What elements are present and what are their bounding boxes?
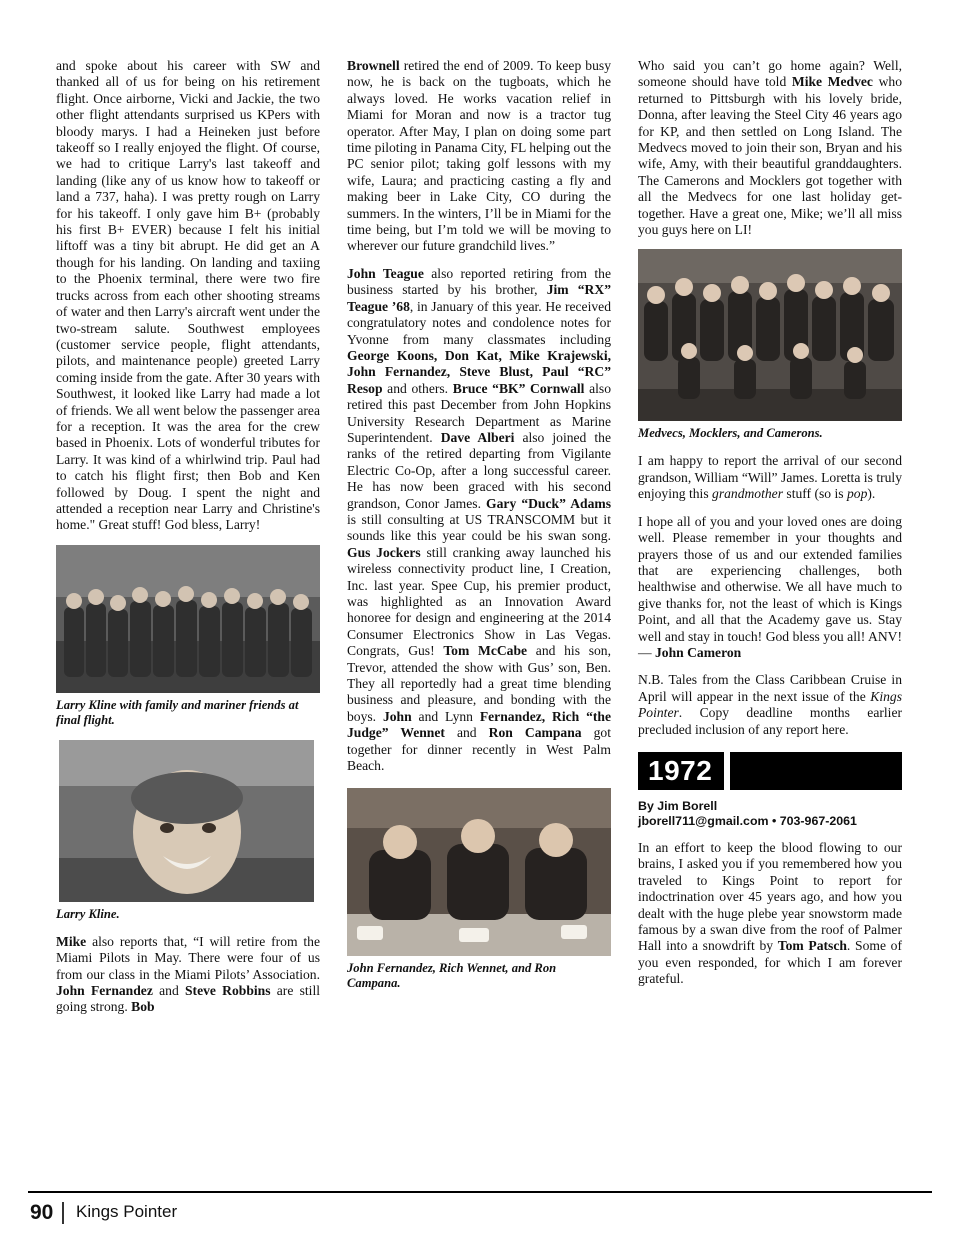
name-bob: Bob bbox=[131, 999, 155, 1015]
paragraph-medvec: Who said you can’t go home again? Well, someone should have told Mike Medvec who returned to Pittsburgh with his lovely bride, Donna, after leaving the Steel City 46 years ago for KP, and then settled on Long Island. The Medvecs moved to join their son, Bryan and his wife, Amy, with their beautiful granddaughters. The Camerons and Mocklers got together with all the Medvecs for one last holiday get-together. Have a great one, Mike; we’ll all miss you guys here on LI! bbox=[638, 58, 902, 238]
name-john-cameron: John Cameron bbox=[655, 644, 742, 660]
column-right bbox=[638, 58, 902, 1168]
paragraph-1972-intro: In an effort to keep the blood flowing to our brains, I asked you if you remembered how you traveled to Kings Point to report for indoctrination over 45 years ago, and how you dealt with the huge plebe year snowstorm made famous by a swan dive from the roof of Palmer Hall into a snowdrift by Tom Patsch. Some of you even responded, for which I am forever grateful. bbox=[638, 839, 902, 987]
footer-rule bbox=[28, 1191, 932, 1193]
column-left bbox=[56, 58, 320, 1168]
name-brownell: Brownell bbox=[347, 58, 400, 73]
class-year-band bbox=[638, 752, 902, 790]
caption-larry-kline-portrait: Larry Kline. bbox=[56, 906, 120, 921]
photo-dinner-group bbox=[347, 788, 611, 956]
byline-contact[interactable]: jborell711@gmail.com • 703-967-2061 bbox=[638, 814, 857, 829]
paragraph-brownell: Brownell retired the end of 2009. To keep busy now, he is back on the tugboats, which he always loved. He works vacation relief in Miami for Moran and now is a tractor tug operator. After May, I plan on doing some part time piloting in Panama City, FL helping out the PC senior pilot; taking golf lessons with my wife, Laura; and practicing casting a fly and making beer in Lake City, CO during the summers. In the winters, I’ll be in Miami for the time being, but I’m told we will be moving to wherever our future grandchild lives.” bbox=[347, 58, 611, 254]
name-gus-jockers: Gus Jockers bbox=[347, 544, 421, 560]
photo-larry-kline-portrait bbox=[59, 740, 314, 902]
paragraph-mike-retire: Mike also reports that, “I will retire from the Miami Pilots in May. There were four of us from our class in the Miami Pilots’ Association. John Fernandez and Steve Robbins are still going strong. Bob bbox=[56, 933, 320, 1015]
photo-figures bbox=[56, 545, 320, 693]
paragraph-left-continuation: and spoke about his career with SW and thanked all of us for being on his retirement flight. Once airborne, Vicki and Jackie, the two other flight attendants surprised us KPers with bloody marys. I had a Heineken just before takeoff so I really enjoyed the flight. Of course, we had to critique Larry's last takeoff and landing (like any of us know how to takeoff or land a 737, haha). I was pretty rough on Larry for his takeoff. I only gave him B+ (probably his first B+ EVER) because I felt his initial liftoff was a tiny bit abrupt. He did get an A though for his landing. On landing and taxiing to the Phoenix terminal, there were two fire trucks across from each other shooting streams of water and then Larry's aircraft went under the two-stream salute. Southwest employees (customer service people, flight attendants, pilots, and maintenance people) greeted Larry coming inside from the gate. After 30 years with Southwest, it looked like Larry had made a lot of friends. We all went below the passenger area for a reception. It was the area for the crew based in Phoenix. Lots of wonderful tributes for Larry. It was kind of a whirlwind trip. Paul had to catch his flight first; then Bob and Ken followed by Doug. I spent the night and attended a reception near Larry and Christine's home." Great stuff! God bless, Larry! bbox=[56, 58, 320, 533]
italic-kings-pointer: Kings Pointer bbox=[638, 688, 902, 721]
caption-dinner-group: John Fernandez, Rich Wennet, and Ron Campana. bbox=[347, 961, 557, 991]
column-middle bbox=[347, 58, 611, 1168]
class-correspondent-byline bbox=[638, 799, 902, 830]
name-mike: Mike bbox=[56, 933, 87, 949]
photo-figures-dinner bbox=[347, 788, 611, 956]
name-john: John bbox=[382, 708, 412, 724]
name-bruce-cornwall: Bruce “BK” Cornwall bbox=[452, 380, 585, 396]
paragraph-john-teague: John Teague also reported retiring from the business started by his brother, Jim “RX” Teague ’68, in January of this year. He received congratulatory notes and condolence notes for Yvonne from many classmates including George Koons, Don Kat, Mike Krajewski, John Fernandez, Steve Blust, Paul “RC” Resop and others. Bruce “BK” Cornwall also retired this past December from John Hopkins University Research Department as Marine Superintendent. Dave Alberi also joined the ranks of the retired departing from Vigilante Electric Co-Op, after a long successful career. He has now been graced with his second grandson, Conor James. Gary “Duck” Adams is still consulting at US TRANSCOMM but it sounds like this year could be his swan song. Gus Jockers still cranking away launched his wireless connectivity product line, I Creation, Inc. last year. Spee Cup, his premier product, was highlighted as an Innovation Award honoree for design and engineering at the 2014 Consumer Electronics Show in Las Vegas. Congrats, Gus! Tom McCabe and his son, Trevor, attended the show with Gus’ son, Ben. They all reportedly had a great time blending business and pleasure, and bonding with the boys. John and Lynn Fernandez, Rich “the Judge” Wennet and Ron Campana got together for dinner recently in West Palm Beach. bbox=[347, 265, 611, 774]
photo-figure-portrait bbox=[59, 740, 314, 902]
caption-larry-kline-group: Larry Kline with family and mariner friends at final flight. bbox=[56, 697, 299, 727]
photo-figures-family bbox=[638, 249, 902, 421]
page-footer bbox=[0, 1191, 960, 1245]
paragraph-nb-cruise: N.B. Tales from the Class Caribbean Cruise in April will appear in the next issue of the Kings Pointer. Copy deadline months earlier precluded inclusion of any report here. bbox=[638, 672, 902, 737]
page-number: 90 bbox=[30, 1201, 54, 1224]
byline-name: By Jim Borell bbox=[638, 798, 718, 813]
caption-medvecs-mocklers-camerons: Medvecs, Mocklers, and Camerons. bbox=[638, 426, 823, 441]
italic-pop: pop bbox=[846, 486, 868, 502]
photo-medvecs-mocklers-camerons bbox=[638, 249, 902, 421]
name-dave-alberi: Dave Alberi bbox=[440, 429, 515, 445]
name-tom-mccabe: Tom McCabe bbox=[443, 643, 528, 659]
footer-divider bbox=[62, 1202, 64, 1224]
name-tom-patsch: Tom Patsch bbox=[777, 938, 847, 954]
class-year-label: 1972 bbox=[638, 752, 724, 790]
name-john-fernandez: John Fernandez bbox=[56, 983, 153, 998]
class-year-bar bbox=[730, 752, 902, 790]
three-column-layout bbox=[56, 58, 904, 1168]
paragraph-grandson: I am happy to report the arrival of our second grandson, William “Will” James. Loretta is truly enjoying this grandmother stuff (so is pop). bbox=[638, 453, 902, 502]
name-mike-medvec: Mike Medvec bbox=[791, 74, 873, 90]
name-steve-robbins: Steve Robbins bbox=[184, 983, 271, 998]
publication-name: Kings Pointer bbox=[76, 1202, 178, 1221]
name-jim-teague: Jim “RX” Teague ’68 bbox=[347, 282, 611, 314]
name-gary-adams: Gary “Duck” Adams bbox=[486, 495, 611, 511]
italic-grandmother: grandmother bbox=[712, 486, 784, 502]
photo-larry-kline-group bbox=[56, 545, 320, 693]
paragraph-closing-wishes: I hope all of you and your loved ones are doing well. Please remember in your thoughts and prayers those of us and our extended families that are experiencing challenges, both healthwise and otherwise. We all have much to give thanks for, not the least of which is Kings Point, and all that the Academy gave us. Stay well and stay in touch! God bless you all! ANV! — John Cameron bbox=[638, 513, 902, 660]
names-classmates: George Koons, Don Kat, Mike Krajewski, John Fernandez, Steve Blust, Paul “RC” Resop bbox=[347, 347, 611, 396]
name-john-teague: John Teague bbox=[347, 265, 424, 281]
name-ron-campana: Ron Campana bbox=[488, 725, 582, 741]
names-fernandez-wennet: Fernandez, Rich “the Judge” Wennet bbox=[347, 708, 611, 741]
